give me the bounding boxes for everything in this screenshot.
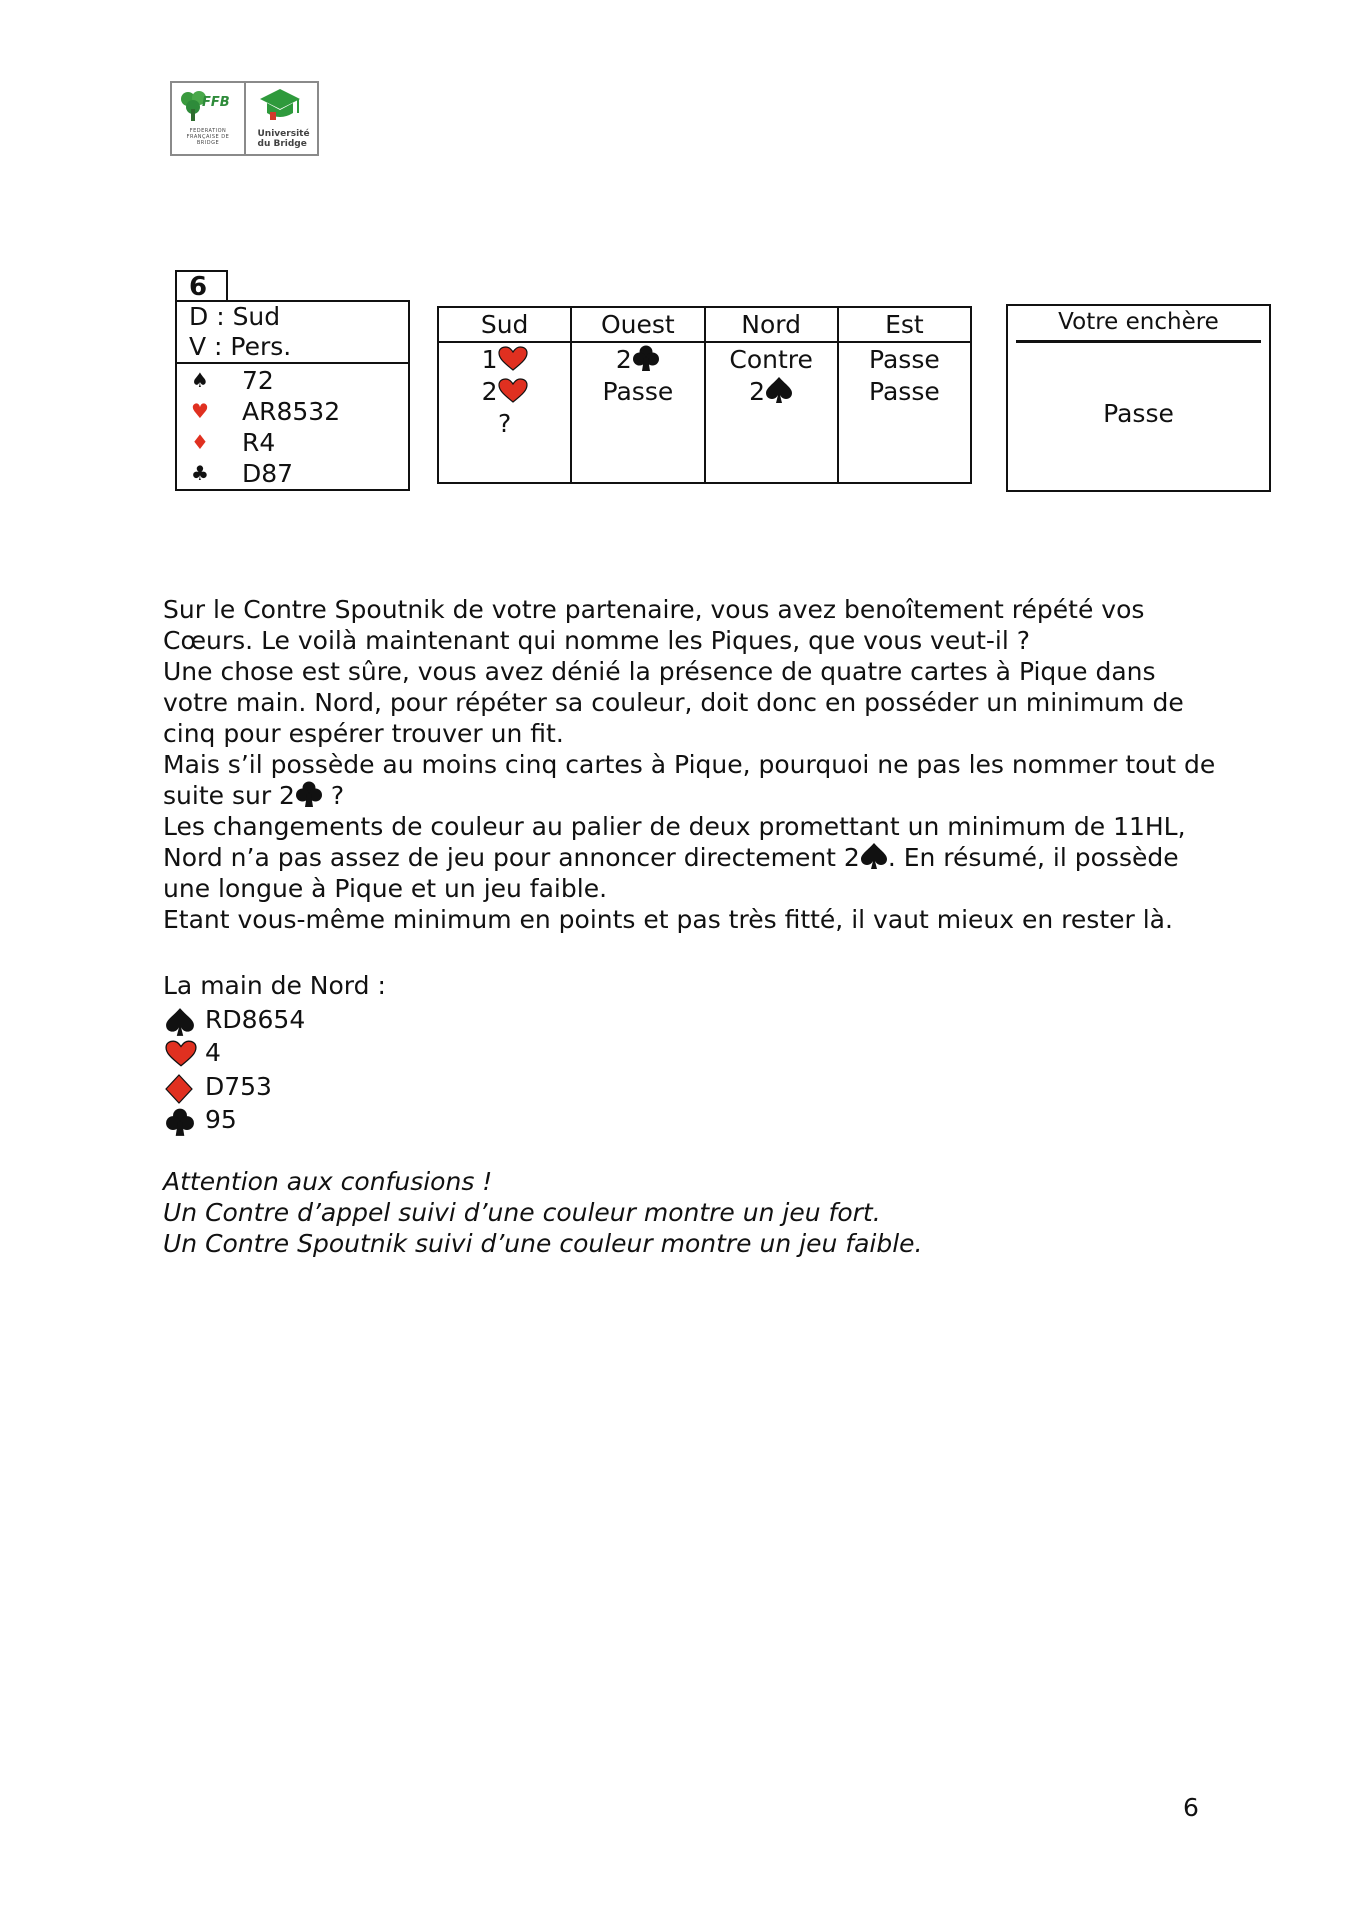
hearts-cards: AR8532 (242, 397, 341, 426)
hearts-row (177, 396, 408, 427)
note-line: Un Contre d’appel suivi d’une couleur montre un jeu fort. (163, 1198, 881, 1227)
universite-text: Université du Bridge (257, 129, 310, 149)
diamond-icon: ♦ (191, 430, 209, 454)
answer-divider (1016, 340, 1261, 343)
deal-info-box (175, 300, 410, 491)
bid-column-north (704, 308, 837, 482)
bid-header-west: Ouest (572, 308, 703, 343)
paragraph: Etant vous-même minimum en points et pas très fitté, il vaut mieux en rester là. (163, 905, 1173, 934)
spade-icon (765, 376, 793, 404)
paragraph: Mais s’il possède au moins cinq cartes à Pique, pourquoi ne pas les nommer tout de suite sur 2 ? (163, 750, 1216, 810)
paragraph: Sur le Contre Spoutnik de votre partenaire, vous avez benoîtement répété vos Cœurs. Le voilà maintenant qui nomme les Piques, que vous veut-il ? (163, 595, 1145, 655)
spades-row (177, 365, 408, 396)
paragraph: Les changements de couleur au palier de deux promettant un minimum de 11HL, Nord n’a pas assez de jeu pour annoncer directement 2 . En résumé, il possède une longue à Pique et un jeu faible. (163, 812, 1186, 903)
bid-cell: Passe (869, 377, 940, 406)
answer-box (1006, 304, 1271, 492)
bid-header-east: Est (839, 308, 970, 343)
answer-value: Passe (1103, 399, 1174, 428)
bid-cell: Passe (602, 377, 674, 406)
heart-icon (498, 378, 528, 404)
note (163, 1166, 922, 1259)
bid-level: 1 (481, 345, 498, 374)
diamonds-row (177, 427, 408, 458)
vulnerability: V : Pers. (189, 332, 292, 361)
universite-logo (244, 83, 318, 154)
south-hand (177, 364, 408, 489)
ffb-logo (172, 83, 244, 154)
page-number: 6 (1183, 1793, 1199, 1822)
bid-header-south: Sud (439, 308, 570, 343)
bid-cell (706, 375, 837, 407)
explanation-text (163, 594, 1223, 935)
bid-column-west (570, 308, 703, 482)
north-diamonds: D753 (163, 1070, 386, 1104)
bid-cell (572, 343, 703, 375)
north-hearts: 4 (163, 1036, 386, 1070)
spade-icon: ♠ (191, 368, 209, 392)
north-spades: RD8654 (163, 1003, 386, 1037)
heart-icon (165, 1040, 197, 1068)
clubs-cards: D87 (242, 459, 294, 488)
north-hand (163, 969, 386, 1137)
clubs-row (177, 458, 408, 489)
spade-icon (165, 1007, 195, 1037)
club-icon (295, 780, 323, 808)
north-hand-label: La main de Nord : (163, 971, 386, 1000)
note-line: Attention aux confusions ! (163, 1167, 493, 1196)
deal-number: 6 (175, 270, 228, 302)
bid-cell: Passe (869, 345, 940, 374)
bid-level: 2 (749, 377, 766, 406)
spade-icon (860, 842, 888, 870)
graduation-cap-icon (258, 87, 302, 127)
diamonds-cards: R4 (242, 428, 276, 457)
ffb-text: FFB (202, 95, 230, 110)
dealer: D : Sud (189, 302, 281, 331)
bid-column-south (439, 308, 570, 482)
paragraph: Une chose est sûre, vous avez dénié la présence de quatre cartes à Pique dans votre main. Nord, pour répéter sa couleur, doit donc en posséder un minimum de cinq pour espérer trouver un fit. (163, 657, 1184, 748)
club-icon (632, 344, 660, 372)
bid-cell: Contre (729, 345, 813, 374)
bid-level: 2 (615, 345, 632, 374)
answer-title: Votre enchère (1058, 309, 1219, 335)
deal-header (177, 302, 408, 364)
bid-cell: ? (497, 409, 512, 438)
club-icon (165, 1107, 195, 1137)
bid-header-north: Nord (706, 308, 837, 343)
ffb-subtitle: FEDERATION FRANÇAISE DE BRIDGE (186, 128, 230, 146)
heart-icon (498, 346, 528, 372)
north-clubs: 95 (163, 1103, 386, 1137)
note-line: Un Contre Spoutnik suivi d’une couleur montre un jeu faible. (163, 1229, 923, 1258)
bid-cell (439, 375, 570, 407)
bidding-table (437, 306, 972, 484)
bid-level: 2 (481, 377, 498, 406)
heart-icon: ♥ (191, 399, 209, 423)
spades-cards: 72 (242, 366, 274, 395)
logo (170, 81, 319, 156)
diamond-icon (165, 1074, 193, 1104)
bid-cell (439, 343, 570, 375)
club-icon: ♣ (191, 461, 209, 485)
bid-column-east (837, 308, 970, 482)
